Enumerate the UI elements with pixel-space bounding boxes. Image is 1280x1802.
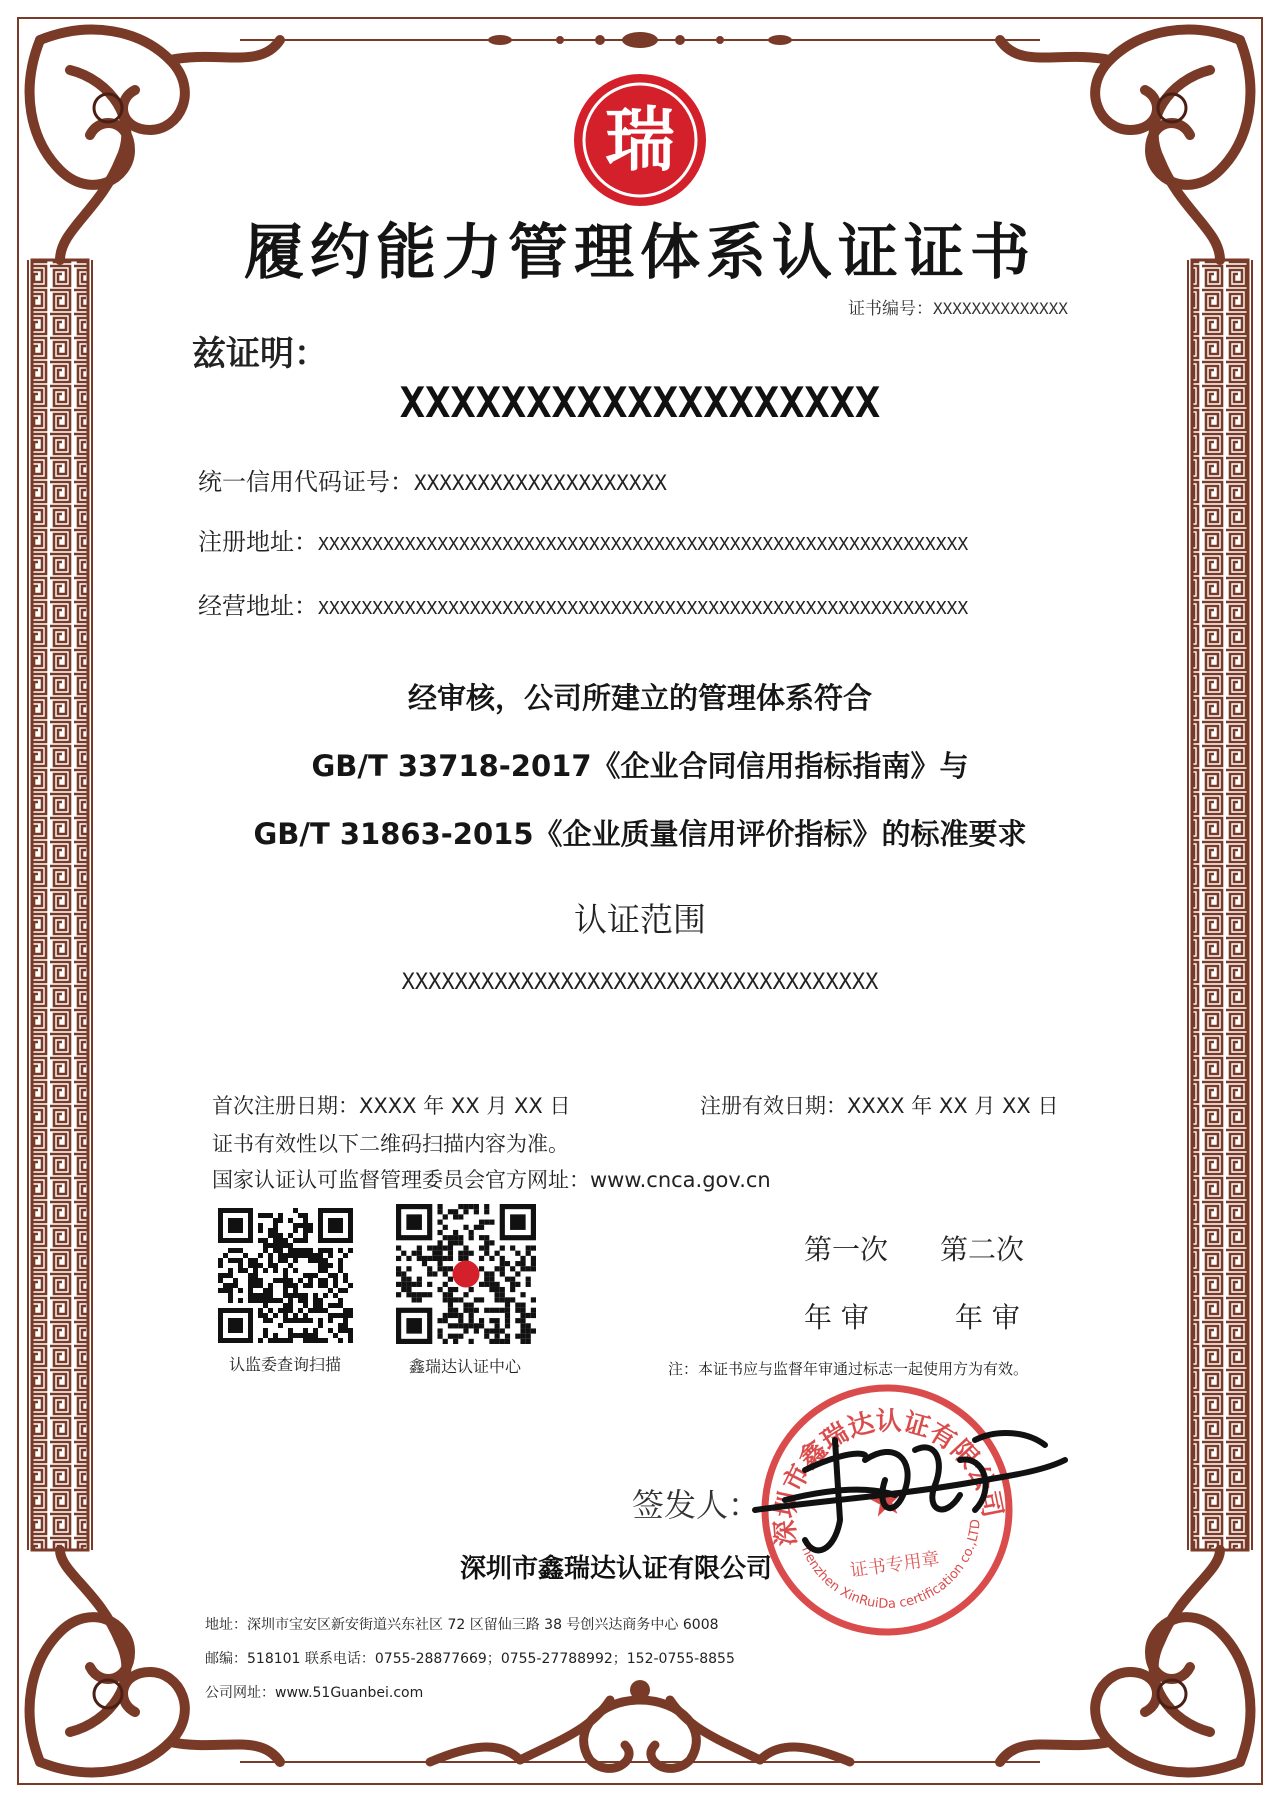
validity-note: 证书有效性以下二维码扫描内容为准。 xyxy=(212,1132,569,1156)
statement-line-3: GB/T 31863-2015《企业质量信用评价指标》的标准要求 xyxy=(253,817,1027,851)
cert-no-label: 证书编号： xyxy=(848,299,933,319)
seal-bottom-text: Shenzhen XinRuiDa certification co.,LTD. xyxy=(798,1518,984,1612)
audit-second-label: 第二次 xyxy=(940,1233,1025,1266)
statement-line-1: 经审核，公司所建立的管理体系符合 xyxy=(407,681,872,715)
audit-first-year: 年 审 xyxy=(804,1301,869,1334)
qr-code-cnca[interactable] xyxy=(218,1208,353,1347)
first-registration-date: 首次注册日期：XXXX 年 XX 月 XX 日 xyxy=(212,1094,571,1118)
credit-code-row xyxy=(198,462,667,497)
footer-address: 地址：深圳市宝安区新安街道兴东社区 72 区留仙三路 38 号创兴达商务中心 6008 xyxy=(205,1617,719,1633)
qr-code-xinruida[interactable] xyxy=(396,1204,536,1348)
signer-label: 签发人： xyxy=(632,1486,761,1524)
footer-website: 公司网址：www.51Guanbei.com xyxy=(205,1685,424,1701)
seal-top-text: 深圳市鑫瑞达认证有限公司 xyxy=(770,1406,1008,1548)
qr-caption-xinruida: 鑫瑞达认证中心 xyxy=(408,1357,521,1376)
registered-address-value: XXXXXXXXXXXXXXXXXXXXXXXXXXXXXXXXXXXXXXXXXXXXXXXXXXXXXXXXXXXX xyxy=(318,534,969,555)
audit-note: 注：本证书应与监督年审通过标志一起使用方为有效。 xyxy=(668,1360,1029,1378)
audit-second-year: 年 审 xyxy=(955,1301,1020,1334)
handwritten-signature xyxy=(745,1400,1075,1580)
certificate-number xyxy=(848,294,1068,319)
cert-no-value: XXXXXXXXXXXXXX xyxy=(933,299,1068,318)
scope-heading: 认证范围 xyxy=(574,900,706,939)
operating-address-value: XXXXXXXXXXXXXXXXXXXXXXXXXXXXXXXXXXXXXXXXXXXXXXXXXXXXXXXXXXXX xyxy=(318,598,969,619)
credit-code-label: 统一信用代码证号： xyxy=(198,468,414,496)
seal-star-icon: ★ xyxy=(863,1473,908,1528)
cnca-website: 国家认证认可监督管理委员会官方网址：www.cnca.gov.cn xyxy=(212,1168,771,1192)
statement-line-2: GB/T 33718-2017《企业合同信用指标指南》与 xyxy=(311,749,969,783)
operating-address-row xyxy=(198,586,968,621)
registered-address-label: 注册地址： xyxy=(198,528,318,556)
audit-first-label: 第一次 xyxy=(804,1233,889,1266)
footer-contact: 邮编：518101 联系电话：0755-28877669；0755-27788992；152-0755-8855 xyxy=(205,1651,735,1667)
issuer-name: 深圳市鑫瑞达认证有限公司 xyxy=(460,1554,773,1584)
certificate-title: 履约能力管理体系认证证书 xyxy=(244,218,1036,288)
operating-address-label: 经营地址： xyxy=(198,592,318,620)
registered-address-row xyxy=(198,522,968,557)
seal-center-text: 证书专用章 xyxy=(848,1548,941,1582)
registration-valid-date: 注册有效日期：XXXX 年 XX 月 XX 日 xyxy=(700,1094,1059,1118)
credit-code-value: XXXXXXXXXXXXXXXXXXXX xyxy=(414,471,667,495)
hereby-certify: 兹证明： xyxy=(192,334,328,374)
qr-caption-cnca: 认监委查询扫描 xyxy=(228,1355,341,1374)
scope-value: XXXXXXXXXXXXXXXXXXXXXXXXXXXXXXXXXXXX xyxy=(401,970,879,995)
company-name: XXXXXXXXXXXXXXXXXXX xyxy=(399,378,881,427)
company-logo xyxy=(570,70,710,210)
logo-character: 瑞 xyxy=(605,98,675,181)
